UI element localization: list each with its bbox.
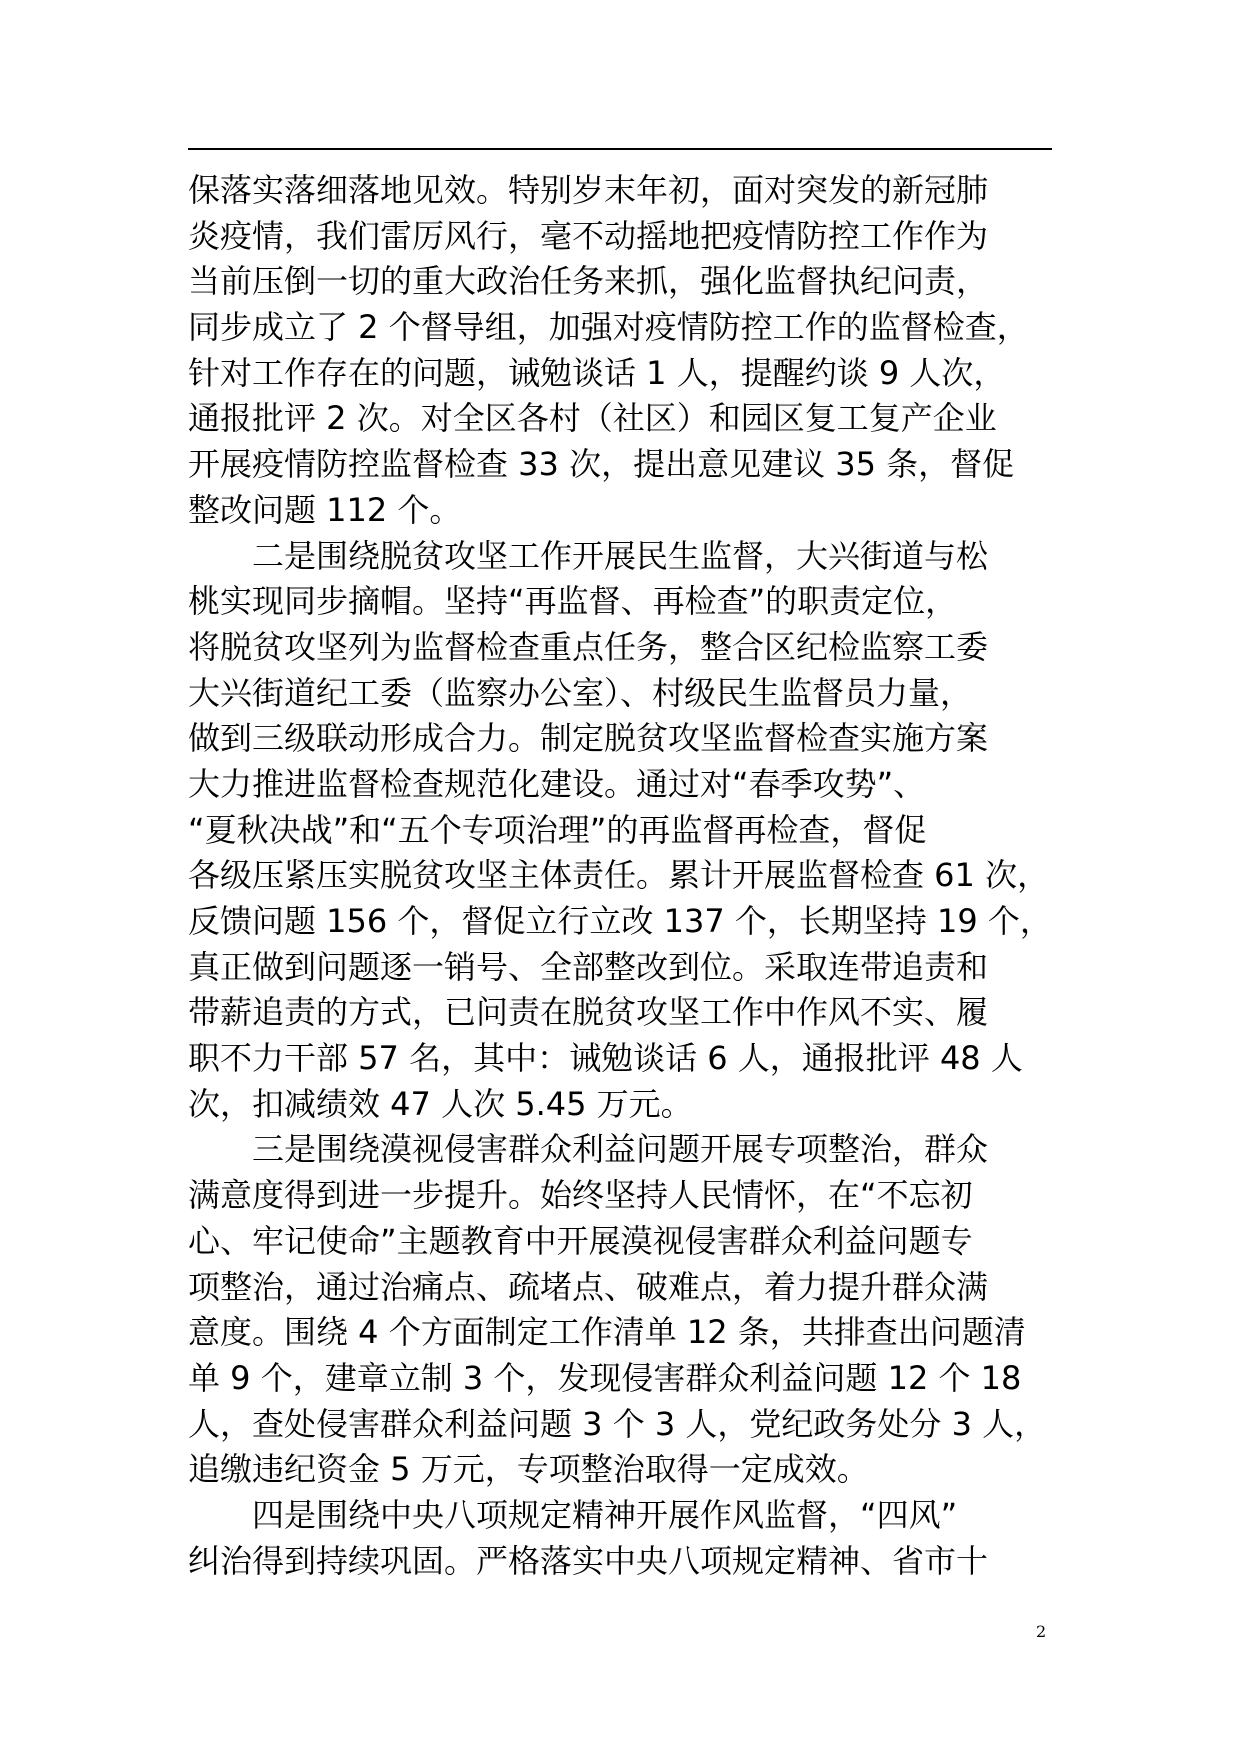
text-line: 大兴街道纪工委（监察办公室）、村级民生监督员力量， <box>188 673 973 712</box>
text-line: 次，扣减绩效 47 人次 5.45 万元。 <box>188 1084 693 1123</box>
text-line: 追缴违纪资金 5 万元，专项整治取得一定成效。 <box>188 1450 869 1489</box>
text-line: 项整治，通过治痛点、疏堵点、破难点，着力提升群众满 <box>188 1267 989 1306</box>
text-line: 针对工作存在的问题，诫勉谈话 1 人，提醒约谈 9 人次， <box>188 353 1006 392</box>
text-line: 各级压紧压实脱贫攻坚主体责任。累计开展监督检查 61 次， <box>188 856 1050 895</box>
text-line: 保落实落细落地见效。特别岁末年初，面对突发的新冠肺 <box>188 171 989 209</box>
text-line: 炎疫情，我们雷厉风行，毫不动摇地把疫情防控工作作为 <box>188 216 989 255</box>
text-line: 整改问题 112 个。 <box>188 490 462 529</box>
text-line: 带薪追责的方式，已问责在脱贫攻坚工作中作风不实、履 <box>188 993 989 1032</box>
body-text <box>188 168 1052 1584</box>
text-line: 反馈问题 156 个，督促立行立改 137 个，长期坚持 19 个， <box>188 902 1052 940</box>
header-rule <box>188 148 1052 150</box>
text-line: 桃实现同步摘帽。坚持“再监督、再检查”的职责定位， <box>188 582 958 621</box>
text-line: 开展疫情防控监督检查 33 次，提出意见建议 35 条，督促 <box>188 445 1015 484</box>
text-line: 意度。围绕 4 个方面制定工作清单 12 条，共排查出问题清 <box>188 1313 1026 1352</box>
text-line: 职不力干部 57 名，其中：诫勉谈话 6 人，通报批评 48 人 <box>188 1039 1023 1078</box>
text-line: 满意度得到进一步提升。始终坚持人民情怀，在“不忘初 <box>188 1176 973 1215</box>
text-line: 大力推进监督检查规范化建设。通过对“春季攻势”、 <box>188 764 926 803</box>
text-line: 当前压倒一切的重大政治任务来抓，强化监督执纪问责， <box>188 262 989 301</box>
text-line: 四是围绕中央八项规定精神开展作风监督，“四风” <box>188 1495 958 1534</box>
page-number: 2 <box>1036 1622 1047 1641</box>
text-line: 将脱贫攻坚列为监督检查重点任务，整合区纪检监察工委 <box>188 627 989 666</box>
text-line: 心、牢记使命”主题教育中开展漠视侵害群众利益问题专 <box>188 1221 973 1260</box>
text-line: 通报批评 2 次。对全区各村（社区）和园区复工复产企业 <box>188 399 997 438</box>
text-line: 纠治得到持续巩固。严格落实中央八项规定精神、省市十 <box>188 1541 989 1580</box>
text-line: 二是围绕脱贫攻坚工作开展民生监督，大兴街道与松 <box>188 536 989 575</box>
text-line: 同步成立了 2 个督导组，加强对疫情防控工作的监督检查， <box>188 308 1029 347</box>
text-line: 人，查处侵害群众利益问题 3 个 3 人，党纪政务处分 3 人， <box>188 1404 1047 1443</box>
text-line: 做到三级联动形成合力。制定脱贫攻坚监督检查实施方案 <box>188 719 989 758</box>
text-line: 真正做到问题逐一销号、全部整改到位。采取连带追责和 <box>188 947 989 986</box>
text-line: 单 9 个，建章立制 3 个，发现侵害群众利益问题 12 个 18 <box>188 1358 1022 1397</box>
text-line: 三是围绕漠视侵害群众利益问题开展专项整治，群众 <box>188 1130 989 1169</box>
text-line: “夏秋决战”和“五个专项治理”的再监督再检查，督促 <box>188 810 927 849</box>
